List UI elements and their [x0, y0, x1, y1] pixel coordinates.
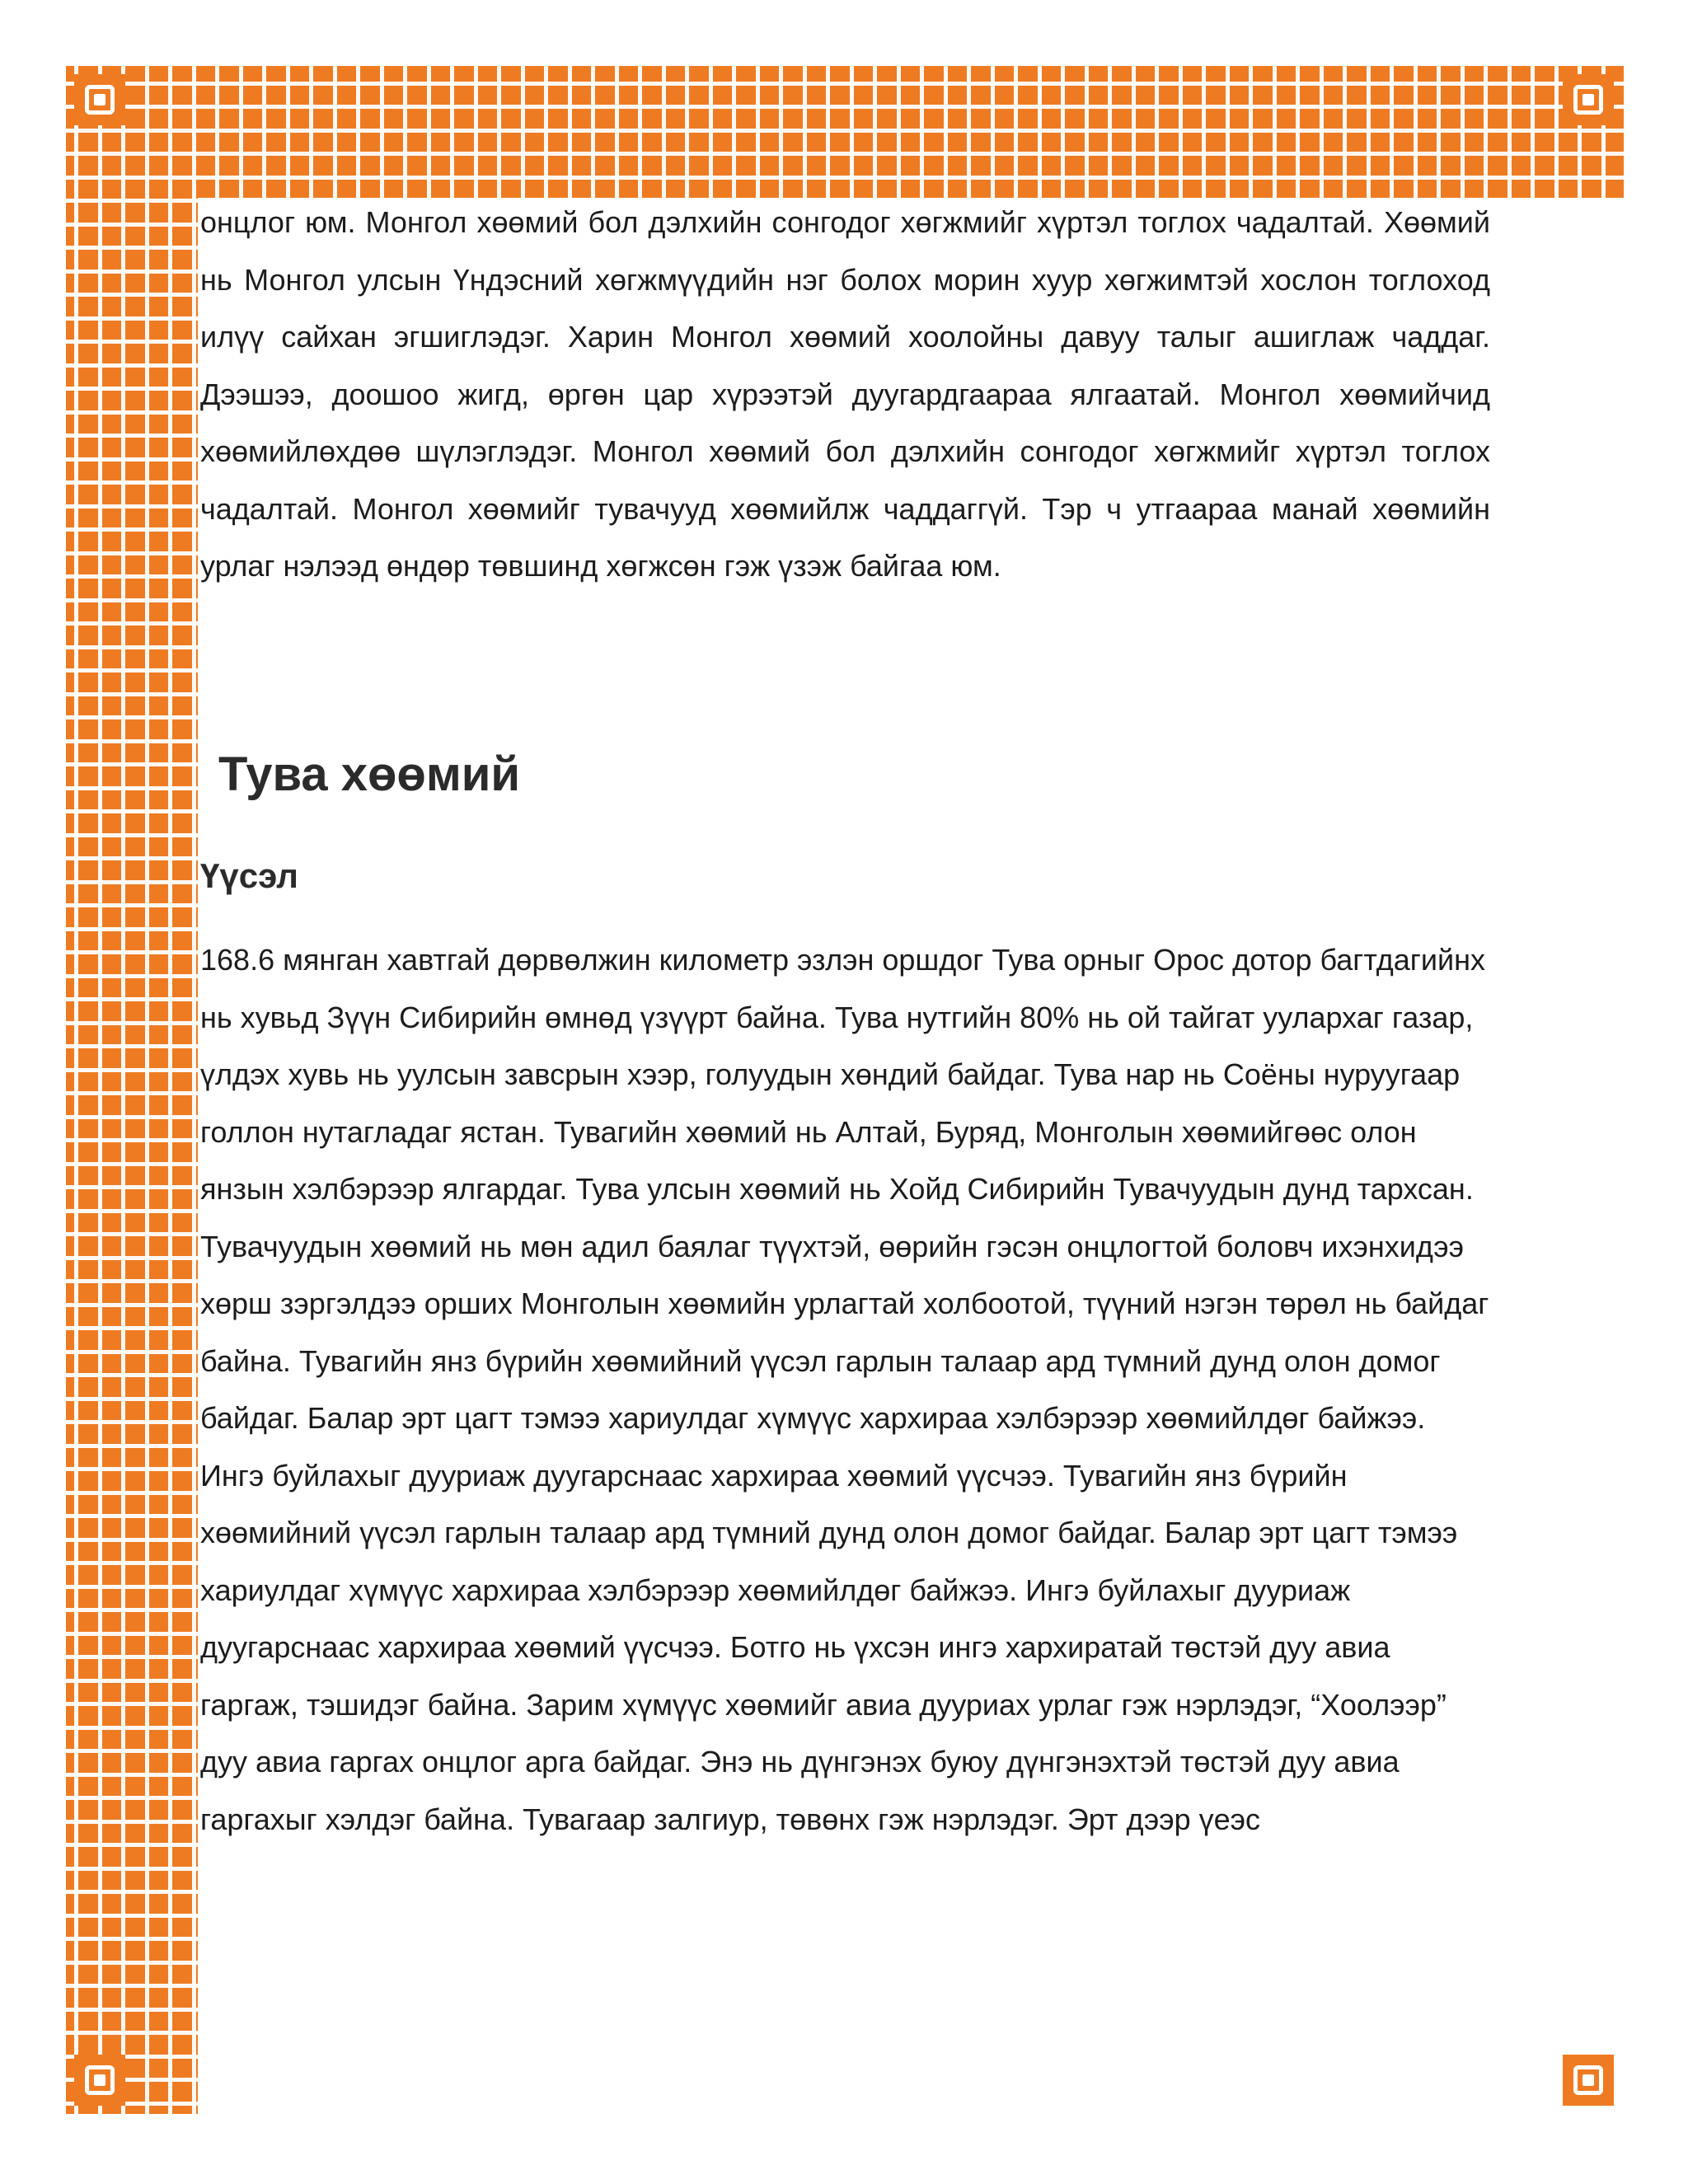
- corner-ornament-top-right: [1563, 74, 1614, 125]
- section-heading: Тува хөөмий: [218, 748, 521, 801]
- paragraph-intro: онцлог юм. Монгол хөөмий бол дэлхийн сонгодог хөгжмийг хүртэл тоглох чадалтай. Хөөмий нь Монгол улсын Үндэсний хөгжмүүдийн нэг болох морин хуур хөгжимтэй хослон тоглоход илүү сайхан эгшиглэдэг. Харин Монгол хөөмий хоолойны давуу талыг ашиглаж чаддаг. Дээшээ, доошоо жигд, өргөн цар хүрээтэй дуугардгаараа ялгаатай. Монгол хөөмийчид хөөмийлөхдөө шүлэглэдэг. Монгол хөөмий бол дэлхийн сонгодог хөгжмийг хүртэл тоглох чадалтай. Монгол хөөмийг тувачууд хөөмийлж чаддаггүй. Тэр ч утгаараа манай хөөмийн урлаг нэлээд өндөр төвшинд хөгжсөн гэж үзэж байгаа юм.: [200, 205, 1490, 583]
- subsection-heading: Үүсэл: [200, 856, 298, 895]
- paragraph-origin: 168.6 мянган хавтгай дөрвөлжин километр эзлэн оршдог Тува орныг Орос дотор багтдагийнх нь хувьд Зүүн Сибирийн өмнөд үзүүрт байна. Тува нутгийн 80% нь ой тайгат уулархаг газар, үлдэх хувь нь уулсын завсрын хээр, голуудын хөндий байдаг. Тува нар нь Соёны нуруугаар голлон нутагладаг ястан. Тувагийн хөөмий нь Алтай, Буряд, Монголын хөөмийгөөс олон янзын хэлбэрээр ялгардаг. Тува улсын хөөмий нь Хойд Сибирийн Тувачуудын дунд тархсан. Тувачуудын хөөмий нь мөн адил баялаг түүхтэй, өөрийн гэсэн онцлогтой боловч ихэнхидээ хөрш зэргэлдээ орших Монголын хөөмийн урлагтай холбоотой, түүний нэгэн төрөл нь байдаг байна. Тувагийн янз бүрийн хөөмийний үүсэл гарлын талаар ард түмний дунд олон домог байдаг. Балар эрт цагт тэмээ хариулдаг хүмүүс хархираа хэлбэрээр хөөмийлдөг байжээ. Ингэ буйлахыг дууриаж дуугарснаас хархираа хөөмий үүсчээ. Тувагийн янз бүрийн хөөмийний үүсэл гарлын талаар ард түмний дунд олон домог байдаг. Балар эрт цагт тэмээ хариулдаг хүмүүс хархираа хэлбэрээр хөөмийлдөг байжээ. Ингэ буйлахыг дууриаж дуугарснаас хархираа хөөмий үүсчээ. Ботго нь үхсэн ингэ хархиратай төстэй дуу авиа гаргаж, тэшидэг байна. Зарим хүмүүс хөөмийг авиа дууриах урлаг гэж нэрлэдэг, “Хоолээр” дуу авиа гаргах онцлог арга байдаг. Энэ нь дүнгэнэх буюу дүнгэнэхтэй төстэй дуу авиа гаргахыг хэлдэг байна. Тувагаар залгиур, төвөнх гэж нэрлэдэг. Эрт дээр үеэс: [200, 943, 1489, 1836]
- corner-ornament-top-left: [74, 74, 125, 125]
- corner-ornament-bottom-right: [1563, 2055, 1614, 2106]
- corner-ornament-bottom-left: [74, 2055, 125, 2106]
